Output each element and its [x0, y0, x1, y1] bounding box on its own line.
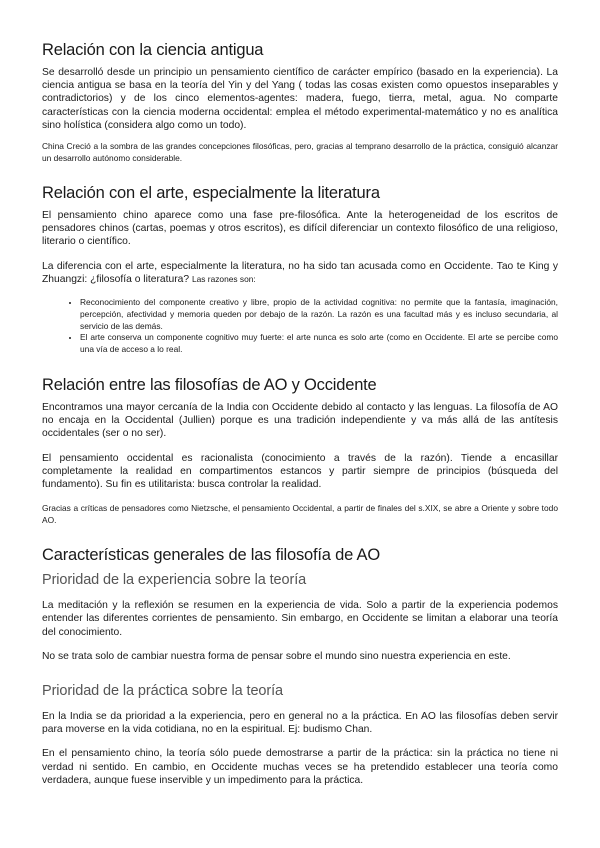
section-heading-filosofias: Relación entre las filosofías de AO y Occidente: [42, 376, 377, 395]
section-heading-ciencia: Relación con la ciencia antigua: [42, 41, 264, 59]
note-paragraph: China Creció a la sombra de las grandes concepciones filosóficas, pero, gracias al temprano desarrollo de la práctica, consiguió alcanzar un desarrollo autónomo considerable.: [42, 141, 558, 164]
paragraph: El pensamiento chino aparece como una fase pre-filosófica. Ante la heterogeneidad de los escritos de pensadores chinos (cartas, poemas y otros escritos), es difícil diferenciar un contexto filosófico de una religioso, literario o científico.: [42, 210, 558, 248]
list-item: • El arte conserva un componente cognitivo muy fuerte: el arte nunca es solo arte (como en Occidente. El arte se percibe como una vía de acceso a lo real.: [80, 332, 558, 356]
paragraph: En el pensamiento chino, la teoría sólo puede demostrarse a partir de la práctica: sin la práctica no tiene ni verdad ni sentido. En cambio, en Occidente muchas veces se ha pretendido establecer una teoría como verdadera, aunque fuese inservible y un impedimento para la práctica.: [42, 748, 558, 786]
subheading-experiencia: Prioridad de la experiencia sobre la teoría: [42, 572, 307, 589]
paragraph: Se desarrolló desde un principio un pensamiento científico de carácter empírico (basado en la experiencia). La ciencia antigua se basa en la teoría del Yin y del Yang ( todas las cosas existen como opuestos inseparables y contradictorios) y de los cinco elementos-agentes: madera, fuego, tierra, metal, agua. No comparte características con la ciencia moderna occidental: emplea el método experimental-matemático y no es analítica sino holística (considera algo como un todo).: [42, 67, 558, 131]
paragraph-main-text: La diferencia con el arte, especialmente la literatura, no ha sido tan acusada como en Occidente. Tao te King y Zhuangzi: ¿filosofía o literatura?: [42, 260, 558, 285]
paragraph: El pensamiento occidental es racionalista (conocimiento a través de la razón). Tiende a encasillar completamente la realidad en compartimentos estancos y partir siempre de principios (búsqueda del fundamento). Su fin es utilitarista: busca controlar la realidad.: [42, 452, 558, 491]
section-heading-caracteristicas: Características generales de las filosofía de AO: [42, 546, 380, 565]
paragraph: La meditación y la reflexión se resumen en la experiencia de vida. Solo a partir de la experiencia podemos entender las diferentes corrientes de pensamiento. Sin embargo, en Occidente se limitan a elaborar una teoría del conocimiento.: [42, 600, 558, 638]
note-paragraph: Gracias a críticas de pensadores como Nietzsche, el pensamiento Occidental, a partir de finales del s.XIX, se abre a Oriente y sobre todo AO.: [42, 503, 558, 526]
paragraph-small-text: Las razones son:: [191, 273, 256, 284]
section-heading-arte: Relación con el arte, especialmente la literatura: [42, 184, 380, 203]
paragraph: [42, 260, 558, 286]
list-item: • Reconocimiento del componente creativo y libre, propio de la actividad cognitiva: no permite que la fantasía, imaginación, percepción, afectividad y memoria queden por debajo de la razón. La razón es una facultad más y es incluso secundaria, al servicio de las demás.: [80, 297, 558, 332]
paragraph: Encontramos una mayor cercanía de la India con Occidente debido al contacto y las lenguas. La filosofía de AO no encaja en la Occidental (Jullien) porque es una tradición independiente y va más allá de las antítesis occidentales (ser o no ser).: [42, 402, 558, 440]
paragraph: No se trata solo de cambiar nuestra forma de pensar sobre el mundo sino nuestra experiencia en este.: [42, 650, 511, 662]
paragraph: En la India se da prioridad a la experiencia, pero en general no a la práctica. En AO las filosofías deben servir para moverse en la vida cotidiana, no en la espiritual. Ej: budismo Chan.: [42, 711, 558, 736]
subheading-practica: Prioridad de la práctica sobre la teoría: [42, 683, 284, 700]
reasons-list: [42, 297, 558, 356]
